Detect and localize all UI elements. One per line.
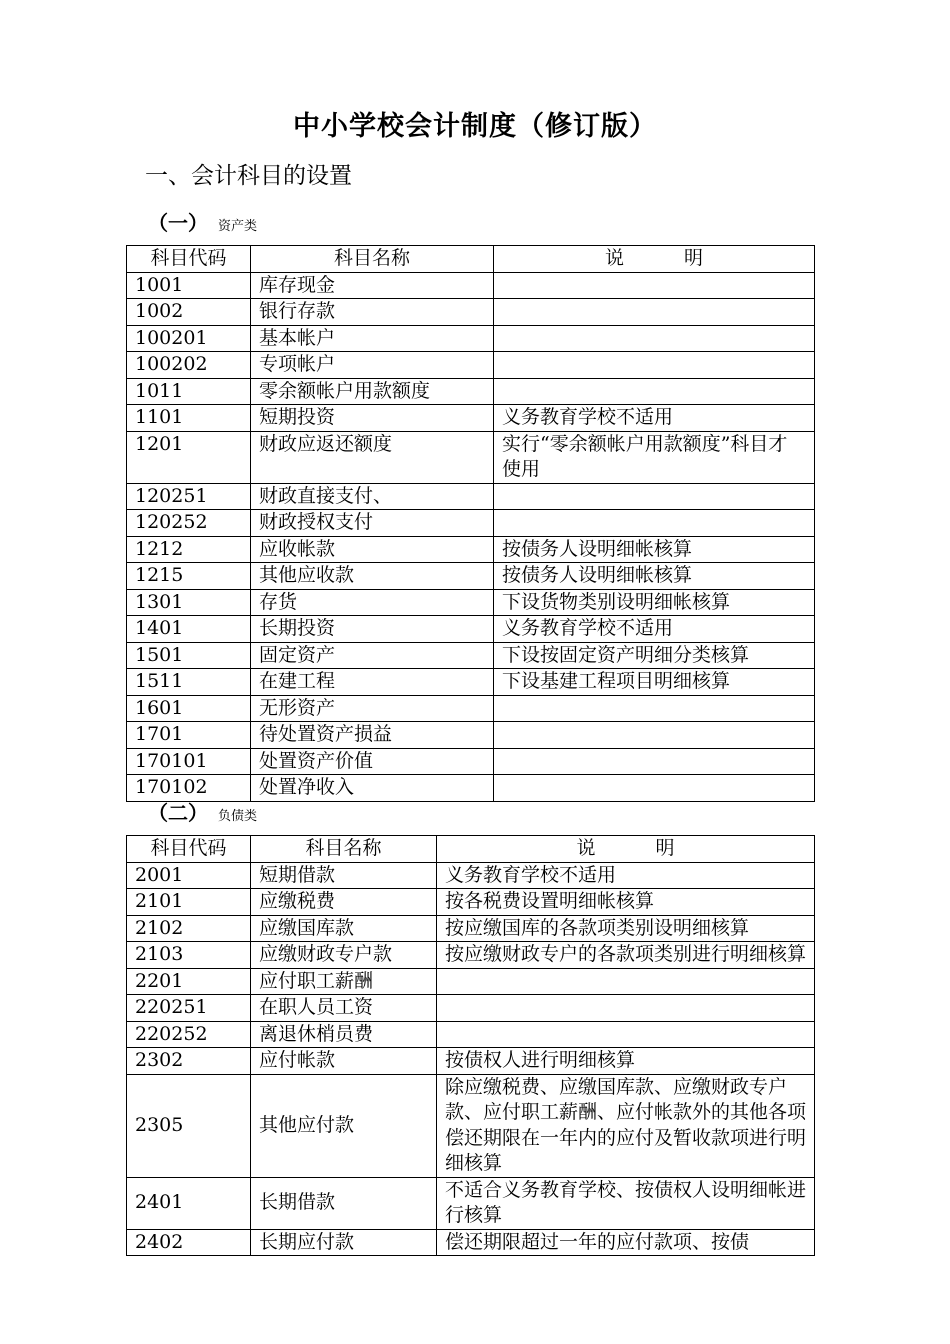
cell-code: 1511 (127, 669, 251, 696)
table-row (127, 616, 815, 643)
cell-name: 零余额帐户用款额度 (251, 378, 494, 405)
table-row (127, 642, 815, 669)
cell-desc (494, 695, 815, 722)
table-row (127, 695, 815, 722)
section-liabilities-heading (148, 797, 257, 826)
cell-name: 处置资产价值 (251, 748, 494, 775)
cell-code: 2302 (127, 1048, 251, 1075)
cell-desc (494, 299, 815, 326)
cell-code: 1011 (127, 378, 251, 405)
cell-code: 2305 (127, 1074, 251, 1177)
cell-code: 1601 (127, 695, 251, 722)
cell-code: 170101 (127, 748, 251, 775)
cell-code: 1401 (127, 616, 251, 643)
cell-name: 其他应收款 (251, 563, 494, 590)
cell-desc: 义务教育学校不适用 (437, 862, 815, 889)
cell-name: 离退休梢员费 (251, 1021, 437, 1048)
table-row (127, 889, 815, 916)
header-code: 科目代码 (127, 836, 251, 863)
table-row (127, 1048, 815, 1075)
cell-desc: 按各税费设置明细帐核算 (437, 889, 815, 916)
section-heading: 一、会计科目的设置 (145, 163, 352, 189)
section-liabilities-name: 负债类 (218, 809, 258, 824)
assets-table (126, 245, 815, 802)
table-row (127, 272, 815, 299)
cell-name: 固定资产 (251, 642, 494, 669)
cell-code: 1001 (127, 272, 251, 299)
table-row (127, 378, 815, 405)
cell-code: 2401 (127, 1177, 251, 1229)
table-header-row (127, 836, 815, 863)
cell-name: 长期应付款 (251, 1229, 437, 1256)
table-row (127, 1074, 815, 1177)
cell-desc: 实行“零余额帐户用款额度”科目才使用 (494, 431, 815, 483)
cell-name: 专项帐户 (251, 352, 494, 379)
table-row (127, 669, 815, 696)
table-row (127, 589, 815, 616)
cell-desc (437, 1021, 815, 1048)
cell-desc: 义务教育学校不适用 (494, 616, 815, 643)
cell-name: 应付帐款 (251, 1048, 437, 1075)
table-row (127, 325, 815, 352)
cell-code: 1701 (127, 722, 251, 749)
header-desc: 说明 (437, 836, 815, 863)
cell-name: 短期投资 (251, 405, 494, 432)
cell-code: 2001 (127, 862, 251, 889)
section-assets-heading (148, 207, 257, 236)
table-header-row (127, 246, 815, 273)
cell-desc: 义务教育学校不适用 (494, 405, 815, 432)
cell-code: 120251 (127, 483, 251, 510)
table-row (127, 722, 815, 749)
cell-code: 2402 (127, 1229, 251, 1256)
table-row (127, 1229, 815, 1256)
table-row (127, 942, 815, 969)
cell-name: 应缴税费 (251, 889, 437, 916)
cell-name: 银行存款 (251, 299, 494, 326)
cell-code: 1101 (127, 405, 251, 432)
cell-name: 应缴国库款 (251, 915, 437, 942)
cell-name: 财政应返还额度 (251, 431, 494, 483)
cell-name: 短期借款 (251, 862, 437, 889)
table-row (127, 299, 815, 326)
cell-desc (494, 325, 815, 352)
cell-desc: 下设货物类别设明细帐核算 (494, 589, 815, 616)
table-row (127, 915, 815, 942)
cell-desc (494, 378, 815, 405)
cell-name: 应缴财政专户款 (251, 942, 437, 969)
cell-code: 220251 (127, 995, 251, 1022)
section-assets-label: （一） (148, 211, 208, 235)
cell-code: 2103 (127, 942, 251, 969)
cell-name: 长期投资 (251, 616, 494, 643)
cell-code: 2102 (127, 915, 251, 942)
cell-desc: 下设按固定资产明细分类核算 (494, 642, 815, 669)
cell-code: 1212 (127, 536, 251, 563)
section-liabilities-label: （二） (148, 801, 208, 825)
cell-name: 处置净收入 (251, 775, 494, 802)
cell-desc (437, 968, 815, 995)
cell-code: 2101 (127, 889, 251, 916)
table-row (127, 968, 815, 995)
cell-code: 100202 (127, 352, 251, 379)
cell-desc (494, 510, 815, 537)
cell-desc (494, 722, 815, 749)
cell-desc (437, 995, 815, 1022)
section-assets-name: 资产类 (218, 219, 258, 234)
cell-code: 170102 (127, 775, 251, 802)
cell-code: 100201 (127, 325, 251, 352)
cell-desc (494, 748, 815, 775)
header-name: 科目名称 (251, 246, 494, 273)
cell-desc: 按债务人设明细帐核算 (494, 563, 815, 590)
cell-desc (494, 483, 815, 510)
cell-name: 在建工程 (251, 669, 494, 696)
cell-name: 待处置资产损益 (251, 722, 494, 749)
table-row (127, 352, 815, 379)
cell-code: 1201 (127, 431, 251, 483)
cell-code: 1301 (127, 589, 251, 616)
cell-desc: 按债务人设明细帐核算 (494, 536, 815, 563)
cell-code: 1215 (127, 563, 251, 590)
table-row (127, 1177, 815, 1229)
cell-desc: 不适合义务教育学校、按债权人设明细帐进行核算 (437, 1177, 815, 1229)
cell-desc: 下设基建工程项目明细核算 (494, 669, 815, 696)
cell-name: 其他应付款 (251, 1074, 437, 1177)
table-row (127, 563, 815, 590)
table-row (127, 995, 815, 1022)
liabilities-table (126, 835, 815, 1256)
table-row (127, 748, 815, 775)
cell-desc (494, 775, 815, 802)
cell-desc (494, 272, 815, 299)
table-row (127, 862, 815, 889)
cell-name: 在职人员工资 (251, 995, 437, 1022)
cell-desc: 按应缴国库的各款项类别设明细核算 (437, 915, 815, 942)
cell-name: 库存现金 (251, 272, 494, 299)
cell-name: 应收帐款 (251, 536, 494, 563)
cell-name: 财政授权支付 (251, 510, 494, 537)
table-row (127, 483, 815, 510)
cell-name: 应付职工薪酬 (251, 968, 437, 995)
page-title: 中小学校会计制度（修订版） (293, 111, 657, 142)
cell-name: 基本帐户 (251, 325, 494, 352)
cell-name: 财政直接支付、 (251, 483, 494, 510)
header-desc: 说明 (494, 246, 815, 273)
header-code: 科目代码 (127, 246, 251, 273)
table-row (127, 1021, 815, 1048)
cell-code: 120252 (127, 510, 251, 537)
cell-code: 220252 (127, 1021, 251, 1048)
cell-code: 1002 (127, 299, 251, 326)
cell-desc: 按应缴财政专户的各款项类别进行明细核算 (437, 942, 815, 969)
cell-desc: 偿还期限超过一年的应付款项、按债 (437, 1229, 815, 1256)
cell-name: 存货 (251, 589, 494, 616)
table-row (127, 510, 815, 537)
cell-code: 2201 (127, 968, 251, 995)
table-row (127, 405, 815, 432)
cell-desc (494, 352, 815, 379)
header-name: 科目名称 (251, 836, 437, 863)
cell-name: 长期借款 (251, 1177, 437, 1229)
cell-desc: 除应缴税费、应缴国库款、应缴财政专户款、应付职工薪酬、应付帐款外的其他各项偿还期限在一年内的应付及暂收款项进行明细核算 (437, 1074, 815, 1177)
table-row (127, 431, 815, 483)
table-row (127, 536, 815, 563)
cell-code: 1501 (127, 642, 251, 669)
cell-desc: 按债权人进行明细核算 (437, 1048, 815, 1075)
cell-name: 无形资产 (251, 695, 494, 722)
